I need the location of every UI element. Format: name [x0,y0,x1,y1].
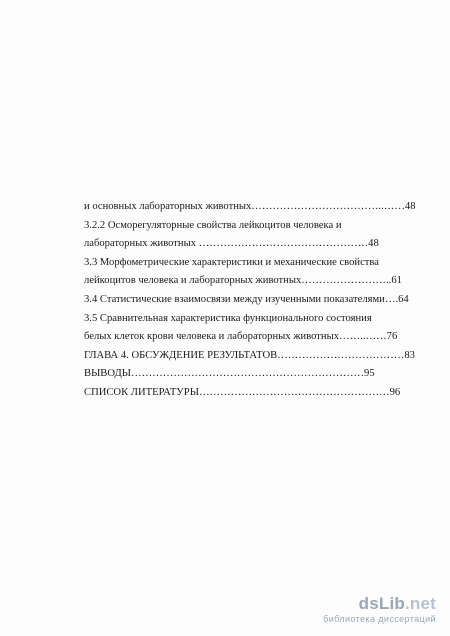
toc-line [84,254,410,273]
toc-line [84,272,410,291]
watermark-brand: dsLib [358,594,405,613]
toc-line [84,310,410,329]
toc-text: и основных лабораторных животных [84,201,252,212]
toc-page-number: 64 [398,293,409,305]
watermark-subtitle: библиотека диссертаций [323,614,436,624]
toc-line [84,217,410,236]
toc-page-number: 96 [389,386,401,398]
toc-leader-dots: ……………………………………………… [198,386,390,398]
toc-leader-dots: ……..…… [339,331,387,343]
toc-text: лейкоцитов человека и лабораторных животных [84,275,302,287]
toc-leader-dots: ………………………………………… [196,238,369,250]
toc-page-number: 48 [404,201,416,212]
toc-leader-dots: ………………………………………………………… [130,368,365,380]
toc-leader-dots: ……………………………… [277,349,405,361]
toc-page-number: 95 [364,368,375,380]
toc-text: 3.2.2 Осморегуляторные свойства лейкоцитов человека и [84,219,342,231]
toc-text: 3.4 Статистические взаимосвязи между изученными показателями [84,293,385,305]
watermark-logo [323,595,436,613]
table-of-contents [84,198,416,403]
toc-leader-dots: …. [384,293,399,305]
toc-page-number: 61 [391,275,402,287]
toc-page-number: 83 [404,349,415,361]
toc-line [84,384,410,403]
toc-line [84,347,415,366]
toc-leader-dots: ………………………………..…… [251,201,405,212]
toc-text: ГЛАВА 4. ОБСУЖДЕНИЕ РЕЗУЛЬТАТОВ [84,349,278,361]
toc-page-number: 48 [368,238,379,250]
toc-leader-dots: …………………….. [301,275,392,287]
toc-line [84,291,410,310]
toc-text: 3.3 Морфометрические характеристики и механические свойства [84,256,379,268]
watermark-tld: .net [404,594,436,613]
toc-line [84,198,416,217]
toc-page-number: 76 [386,331,398,343]
toc-text: белых клеток крови человека и лабораторных животных [84,331,339,343]
toc-text: 3.5 Сравнительная характеристика функционального состояния [84,312,372,324]
toc-line [84,328,410,347]
toc-text: ВЫВОДЫ [84,368,131,380]
toc-line [84,365,410,384]
toc-text: лабораторных животных [84,238,197,250]
toc-line [84,235,410,254]
toc-text: СПИСОК ЛИТЕРАТУРЫ [84,386,199,398]
watermark [323,595,436,625]
